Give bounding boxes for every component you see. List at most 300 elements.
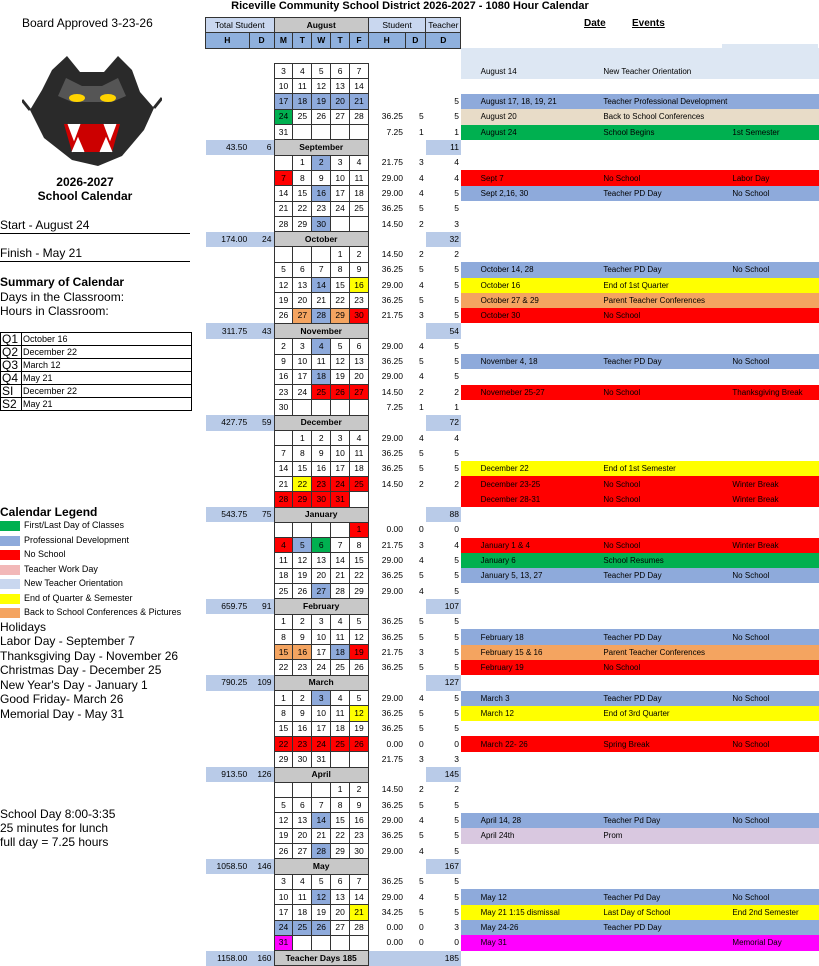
- student-hours: 36.25: [381, 264, 404, 275]
- holiday-item: Memorial Day - May 31: [0, 706, 125, 721]
- total-days: 43: [249, 323, 274, 338]
- student-days: 3: [418, 157, 424, 168]
- student-days: 4: [418, 891, 424, 902]
- event-date: October 27 & 29: [478, 293, 601, 308]
- event-name: End of 1st Quarter: [600, 278, 729, 293]
- event-note: [729, 155, 819, 170]
- event-note: Memorial Day: [729, 935, 819, 950]
- calendar-day: 17: [312, 645, 331, 660]
- calendar-day: 14: [274, 186, 293, 201]
- event-note: [729, 339, 819, 354]
- holiday-item: Thanksgiving Day - November 26: [0, 648, 179, 663]
- calendar-day: 11: [274, 553, 293, 568]
- calendar-day: 11: [350, 446, 369, 461]
- total-student-header: Total Student: [206, 18, 275, 33]
- event-date: October 14, 28: [478, 262, 601, 277]
- calendar-day: 23: [293, 660, 312, 675]
- total-hours: 43.50: [206, 140, 250, 155]
- total-hours: 174.00: [206, 232, 250, 247]
- quarter-key: S2: [1, 398, 22, 411]
- calendar-day: 6: [331, 63, 350, 78]
- total-days: 75: [249, 507, 274, 522]
- calendar-day: 2: [274, 339, 293, 354]
- teacher-days: 3: [454, 922, 459, 933]
- calendar-day: 19: [350, 721, 369, 736]
- event-name: School Resumes: [600, 553, 729, 568]
- event-name: No School: [600, 308, 729, 323]
- total-hours: 790.25: [206, 675, 250, 690]
- student-days: 0: [418, 937, 424, 948]
- student-hours: 36.25: [381, 631, 404, 642]
- student-hours: 34.25: [381, 906, 404, 917]
- calendar-day: 22: [274, 736, 293, 751]
- calendar-day: 1: [350, 522, 369, 537]
- calendar-day: 14: [350, 889, 369, 904]
- calendar-day: 22: [274, 660, 293, 675]
- calendar-day: 7: [312, 798, 331, 813]
- legend-label: First/Last Day of Classes: [24, 520, 125, 530]
- calendar-day: 7: [274, 170, 293, 185]
- month-header: Teacher Days 185: [274, 951, 368, 966]
- calendar-day: 12: [274, 813, 293, 828]
- calendar-day: 20: [312, 568, 331, 583]
- event-note: [729, 553, 819, 568]
- calendar-day: 5: [331, 339, 350, 354]
- event-note: [729, 247, 819, 262]
- event-date: December 28-31: [478, 492, 601, 507]
- legend-swatch: [0, 579, 20, 589]
- calendar-day: 29: [350, 583, 369, 598]
- teacher-days: 2: [454, 249, 459, 260]
- event-date: [478, 721, 601, 736]
- calendar-day: 24: [312, 736, 331, 751]
- calendar-day: 14: [331, 553, 350, 568]
- calendar-day: 26: [293, 583, 312, 598]
- student-days: 5: [418, 906, 424, 917]
- teacher-days: 0: [454, 738, 459, 749]
- school-day-hours: School Day 8:00-3:35: [0, 807, 116, 821]
- event-note: [729, 216, 819, 231]
- calendar-day: [331, 752, 350, 767]
- calendar-day: 1: [331, 782, 350, 797]
- calendar-day: 18: [293, 94, 312, 109]
- calendar-title: 2026-2027 School Calendar: [37, 175, 133, 203]
- student-days: 4: [418, 432, 424, 443]
- event-date: January 1 & 4: [478, 538, 601, 553]
- calendar-day: 6: [312, 538, 331, 553]
- calendar-day: 28: [331, 583, 350, 598]
- teacher-days: 1: [454, 126, 459, 137]
- student-days: 5: [418, 447, 424, 458]
- calendar-day: 9: [350, 798, 369, 813]
- calendar-day: [331, 522, 350, 537]
- calendar-day: 21: [274, 201, 293, 216]
- calendar-day: 18: [331, 645, 350, 660]
- event-date: August 14: [478, 63, 601, 78]
- event-note: [729, 874, 819, 889]
- calendar-day: 25: [350, 476, 369, 491]
- event-note: [729, 752, 819, 767]
- teacher-days: [426, 492, 461, 507]
- event-name: No School: [600, 385, 729, 400]
- event-note: Winter Break: [729, 476, 819, 491]
- student-days: [405, 79, 426, 94]
- event-name: No School: [600, 660, 729, 675]
- page-title: Riceville Community School District 2026-2027 - 1080 Hour Calendar: [231, 0, 589, 12]
- holiday-item: Labor Day - September 7: [0, 634, 135, 648]
- calendar-day: 21: [331, 568, 350, 583]
- calendar-day: 7: [331, 538, 350, 553]
- calendar-day: 14: [350, 79, 369, 94]
- quarter-key: Q2: [1, 346, 22, 359]
- teacher-days: 5: [454, 906, 459, 917]
- calendar-day: 23: [350, 828, 369, 843]
- calendar-day: 16: [274, 369, 293, 384]
- event-name: [600, 400, 729, 415]
- teacher-days: 3: [454, 218, 459, 229]
- calendar-day: 27: [331, 109, 350, 124]
- event-date: November 4, 18: [478, 354, 601, 369]
- event-date: [478, 752, 601, 767]
- legend-title: Calendar Legend: [0, 505, 98, 519]
- event-name: [600, 446, 729, 461]
- student-hours: 14.50: [381, 784, 404, 795]
- calendar-day: 2: [350, 247, 369, 262]
- student-days: [405, 94, 426, 109]
- calendar-day: 28: [312, 844, 331, 859]
- calendar-day: 3: [274, 63, 293, 78]
- student-days: 5: [418, 616, 424, 627]
- calendar-day: 25: [312, 385, 331, 400]
- calendar-day: 12: [350, 706, 369, 721]
- teacher-days: 0: [454, 937, 459, 948]
- event-name: [600, 798, 729, 813]
- event-date: March 3: [478, 691, 601, 706]
- student-days: [405, 63, 426, 78]
- student-days: 4: [418, 692, 424, 703]
- student-days: 3: [418, 753, 424, 764]
- calendar-day: 23: [312, 476, 331, 491]
- calendar-day: 13: [312, 553, 331, 568]
- calendar-day: 16: [312, 186, 331, 201]
- calendar-day: 24: [293, 385, 312, 400]
- calendar-grid: Total Student August Student Teacher H D M T W T F H D D 3 4 5 6 7 August 14 New Teacher Orientation 10 11 12 13 14 17 18 19 20 21 5 August 17, 18, 19, 21 Teacher Professional Development 24 25 26 27 28 36.25 5 5 August 20 Back to School Conferences 31 7.25 1 1 August 24 School Begins 1st Semester 43.50 6 September 11 1 2 3 4 21.75 3 4 7 8 9 10 11 29.00 4 4 Sept 7 No School Labor Day 14 15 16 17 18 29.00 4 5 Sept 2,16, 30 Teacher PD Day No School 21 22 23 24 25 36.25 5 5 28 29 30 14.50 2 3 174.00 24 October 32 1 2 14.50 2 2 5 6 7 8 9 36.25 5 5 October 14, 28 Teacher PD Day No School 12 13 14 15 16 29.00 4 5 October 16 End of 1st Quarter 19 20 21 22 23 36.25 5 5 October 27 & 29 Parent Teacher Conferences 26 27 28 29 30 21.75 3 5 October 30 No School 311.75 43 November 54 2 3 4 5 6 29.00 4 5 9 10 11 12 13 36.25 5 5 November 4, 18 Teacher PD Day No School 16 17 18 19 20 29.00 4 5 23 24 25 26 27 14.50 2 2 Novemeber 25-27 No School Thanksgiving Break 30 7.25 1 1 427.75 59 December 72 1 2 3 4 29.00 4 4 7 8 9 10 11 36.25 5 5 14 15 16 17 18 36.25 5 5 December 22 End of 1st Semester 21 22 23 24 25 14.50 2 2 December 23-25 No School Winter Break 28 29 30 31 December 28-31 No School Winter Break 543.75 75 January 88 1 0.00 0 0 4 5 6 7 8 21.75 3 4 January 1 & 4 No School Winter Break 11 12 13 14 15 29.00 4 5 January 6 School Resumes 18 19 20 21 22 36.25 5 5 January 5, 13, 27 Teacher PD Day No School 25 26 27 28 29 29.00 4 5 659.75 91 February 107 1 2 3 4 5 36.25 5 5 8 9 10 11 12 36.25 5 5 February 18 Teacher PD Day No School 15 16 17 18 19 21.75 3 5 February 15 & 16 Parent Teacher Conferences 22 23 24 25 26 36.25 5 5 February 19 No School 790.25 109 March 127 1 2 3 4 5 29.00 4 5 March 3 Teacher PD Day No School 8 9 10 11 12 36.25 5 5 March 12 End of 3rd Quarter 15 16 17 18 19 36.25 5 5 22 23 24 25 26 0.00 0 0 March 22- 26 Spring Break No School 29 30 31 21.75 3 3 913.50 126 April 145 1 2 14.50 2 2 5 6 7 8 9 36.25 5 5 12 13 14 15 16 29.00 4 5 April 14, 28 Teacher Pd Day No School 19 20 21 22 23 36.25 5 5 April 24th Prom 26 27 28 29 30 29.00 4 5 1058.50 146 May 167 3 4 5 6 7 36.25 5 5 10 11 12 13 14 29.00 4 5 May 12 Teacher Pd Day No School 17 18 19 20 21 34.25 5 5 May 21 1:15 dismissal Last Day of School End 2nd Semester 24 25 26 27 28 0.00 0 3 May 24-26 Teacher PD Day 31 0.00 0 0 May 31 Memorial Day 1158.00 160 Teacher Days 185 185: [205, 17, 819, 966]
- events-header: Events: [632, 18, 665, 29]
- legend-swatch: [0, 550, 20, 560]
- student-hours: 14.50: [381, 218, 404, 229]
- calendar-day: 30: [312, 216, 331, 231]
- calendar-day: 27: [293, 844, 312, 859]
- student-hours: 29.00: [381, 432, 404, 443]
- calendar-day: [312, 782, 331, 797]
- event-note: No School: [729, 629, 819, 644]
- quarter-date: May 21: [22, 398, 192, 411]
- teacher-days: 5: [454, 310, 459, 321]
- event-name: [600, 48, 729, 63]
- teacher-days: 5: [454, 585, 459, 596]
- calendar-day: 29: [293, 492, 312, 507]
- event-note: [729, 400, 819, 415]
- month-header: April: [274, 767, 368, 782]
- event-name: Teacher PD Day: [600, 186, 729, 201]
- teacher-days: 4: [454, 432, 459, 443]
- total-hours: 427.75: [206, 415, 250, 430]
- student-days: 5: [418, 876, 424, 887]
- calendar-day: 8: [350, 538, 369, 553]
- event-note: [729, 782, 819, 797]
- legend-swatch: [0, 594, 20, 604]
- event-name: End of 3rd Quarter: [600, 706, 729, 721]
- calendar-day: 9: [350, 262, 369, 277]
- calendar-day: 28: [274, 216, 293, 231]
- event-note: [729, 920, 819, 935]
- calendar-day: 14: [312, 278, 331, 293]
- calendar-day: 24: [331, 201, 350, 216]
- student-days: 5: [418, 203, 424, 214]
- teacher-days: 5: [454, 96, 459, 107]
- event-name: Spring Break: [600, 736, 729, 751]
- student-hours: 36.25: [381, 662, 404, 673]
- student-hours: 29.00: [381, 845, 404, 856]
- calendar-day: [274, 247, 293, 262]
- calendar-day: 15: [274, 721, 293, 736]
- calendar-day: 5: [350, 614, 369, 629]
- holiday-item: Christmas Day - December 25: [0, 663, 162, 677]
- legend-swatch: [0, 608, 20, 618]
- student-hours: 36.25: [381, 356, 404, 367]
- calendar-day: 21: [312, 293, 331, 308]
- event-date: December 23-25: [478, 476, 601, 491]
- start-date: Start - August 24: [0, 218, 90, 232]
- event-date: February 19: [478, 660, 601, 675]
- calendar-day: 6: [293, 262, 312, 277]
- student-hours: 29.00: [381, 692, 404, 703]
- event-note: [729, 431, 819, 446]
- teacher-total: 167: [426, 859, 461, 874]
- event-date: [478, 48, 601, 63]
- event-note: [729, 48, 819, 63]
- teacher-days: 2: [454, 386, 459, 397]
- event-note: End 2nd Semester: [729, 905, 819, 920]
- calendar-day: 25: [331, 660, 350, 675]
- calendar-day: 3: [274, 874, 293, 889]
- event-name: [600, 431, 729, 446]
- calendar-day: 3: [331, 431, 350, 446]
- total-hours: 659.75: [206, 599, 250, 614]
- calendar-day: 26: [312, 109, 331, 124]
- event-date: Novemeber 25-27: [478, 385, 601, 400]
- calendar-day: 17: [331, 186, 350, 201]
- student-hours: 0.00: [386, 738, 404, 749]
- event-name: Teacher PD Day: [600, 262, 729, 277]
- calendar-day: 7: [312, 262, 331, 277]
- calendar-day: [312, 247, 331, 262]
- teacher-total: 32: [426, 232, 461, 247]
- calendar-day: 18: [312, 369, 331, 384]
- student-days: 5: [418, 570, 424, 581]
- event-date: May 31: [478, 935, 601, 950]
- student-hours: 29.00: [381, 815, 404, 826]
- student-hours: 29.00: [381, 555, 404, 566]
- calendar-day: 29: [331, 844, 350, 859]
- quarter-date: December 22: [22, 346, 192, 359]
- event-name: School Begins: [600, 125, 729, 140]
- calendar-day: 29: [331, 308, 350, 323]
- event-note: [729, 201, 819, 216]
- calendar-day: 1: [274, 691, 293, 706]
- event-date: February 18: [478, 629, 601, 644]
- event-name: Back to School Conferences: [600, 109, 729, 124]
- calendar-day: 8: [274, 629, 293, 644]
- calendar-day: 4: [274, 538, 293, 553]
- calendar-day: 12: [331, 354, 350, 369]
- calendar-day: 4: [331, 614, 350, 629]
- calendar-day: 24: [312, 660, 331, 675]
- calendar-day: 13: [331, 889, 350, 904]
- total-days: 160: [249, 951, 274, 966]
- days-in-classroom: Days in the Classroom:: [0, 290, 125, 304]
- calendar-day: [350, 216, 369, 231]
- event-note: [729, 109, 819, 124]
- calendar-day: 20: [293, 293, 312, 308]
- teacher-days: 5: [454, 340, 459, 351]
- teacher-days: 5: [454, 555, 459, 566]
- event-name: Prom: [600, 828, 729, 843]
- student-days: 4: [418, 340, 424, 351]
- calendar-day: 17: [293, 369, 312, 384]
- calendar-day: 19: [331, 369, 350, 384]
- calendar-day: 8: [293, 170, 312, 185]
- calendar-day: [350, 752, 369, 767]
- calendar-day: 31: [312, 752, 331, 767]
- student-hours: 36.25: [381, 447, 404, 458]
- student-hours: 29.00: [381, 172, 404, 183]
- student-days: 5: [418, 799, 424, 810]
- calendar-day: 18: [350, 461, 369, 476]
- event-name: [600, 339, 729, 354]
- summary-title: Summary of Calendar: [0, 275, 125, 289]
- calendar-day: 25: [274, 583, 293, 598]
- calendar-day: 28: [350, 109, 369, 124]
- student-hours: [368, 492, 405, 507]
- student-hours: 36.25: [381, 799, 404, 810]
- event-date: [478, 201, 601, 216]
- calendar-day: 22: [350, 568, 369, 583]
- student-hours: 36.25: [381, 111, 404, 122]
- calendar-day: 4: [350, 431, 369, 446]
- calendar-day: 11: [312, 354, 331, 369]
- calendar-day: 14: [274, 461, 293, 476]
- calendar-day: 20: [350, 369, 369, 384]
- calendar-day: 27: [331, 920, 350, 935]
- teacher-days: 5: [454, 830, 459, 841]
- calendar-day: [312, 400, 331, 415]
- total-hours: 1158.00: [206, 951, 250, 966]
- calendar-day: 26: [312, 920, 331, 935]
- calendar-day: [331, 400, 350, 415]
- calendar-day: 15: [274, 645, 293, 660]
- teacher-days: 5: [454, 876, 459, 887]
- calendar-day: 17: [312, 721, 331, 736]
- teacher-days: 0: [454, 524, 459, 535]
- calendar-day: [312, 125, 331, 140]
- event-note: No School: [729, 354, 819, 369]
- event-date: May 21 1:15 dismissal: [478, 905, 601, 920]
- total-hours: 913.50: [206, 767, 250, 782]
- event-date: February 15 & 16: [478, 645, 601, 660]
- event-name: [600, 752, 729, 767]
- event-name: No School: [600, 170, 729, 185]
- calendar-day: 30: [293, 752, 312, 767]
- event-date: [478, 874, 601, 889]
- event-note: [729, 583, 819, 598]
- student-days: 5: [418, 264, 424, 275]
- total-hours: 311.75: [206, 323, 250, 338]
- calendar-day: [293, 400, 312, 415]
- calendar-day: 28: [350, 920, 369, 935]
- calendar-day: 3: [312, 614, 331, 629]
- calendar-day: 15: [293, 186, 312, 201]
- total-hours: 543.75: [206, 507, 250, 522]
- event-date: [478, 431, 601, 446]
- student-days: 2: [418, 218, 424, 229]
- event-date: [478, 247, 601, 262]
- total-hours: 1058.50: [206, 859, 250, 874]
- event-note: [729, 369, 819, 384]
- event-date: October 16: [478, 278, 601, 293]
- calendar-day: 7: [274, 446, 293, 461]
- student-hours: 0.00: [386, 937, 404, 948]
- calendar-day: [331, 935, 350, 950]
- teacher-days: 5: [454, 616, 459, 627]
- calendar-day: 23: [312, 201, 331, 216]
- calendar-day: 14: [312, 813, 331, 828]
- calendar-day: 26: [350, 660, 369, 675]
- student-hours: 0.00: [386, 922, 404, 933]
- calendar-day: 20: [331, 94, 350, 109]
- holidays-title: Holidays: [0, 620, 47, 634]
- student-hours: 14.50: [381, 386, 404, 397]
- event-name: Teacher Professional Development: [600, 94, 729, 109]
- student-days: [405, 492, 426, 507]
- student-hours: 36.25: [381, 463, 404, 474]
- calendar-day: [293, 247, 312, 262]
- event-name: Teacher Pd Day: [600, 889, 729, 904]
- quarter-table: [0, 332, 192, 411]
- calendar-day: 10: [274, 79, 293, 94]
- event-date: August 24: [478, 125, 601, 140]
- event-date: [478, 583, 601, 598]
- legend-swatch: [0, 521, 20, 531]
- teacher-days: 5: [454, 294, 459, 305]
- calendar-day: 4: [293, 63, 312, 78]
- teacher-days: 5: [454, 799, 459, 810]
- calendar-day: 22: [293, 476, 312, 491]
- event-date: Sept 2,16, 30: [478, 186, 601, 201]
- calendar-day: 21: [350, 94, 369, 109]
- teacher-header: Teacher: [426, 18, 461, 33]
- calendar-day: 18: [293, 905, 312, 920]
- calendar-day: 11: [293, 79, 312, 94]
- teacher-days: 4: [454, 172, 459, 183]
- event-date: April 24th: [478, 828, 601, 843]
- calendar-day: 5: [274, 262, 293, 277]
- calendar-day: 2: [312, 155, 331, 170]
- calendar-day: [312, 935, 331, 950]
- calendar-day: 26: [274, 308, 293, 323]
- total-days: 24: [249, 232, 274, 247]
- event-date: [478, 369, 601, 384]
